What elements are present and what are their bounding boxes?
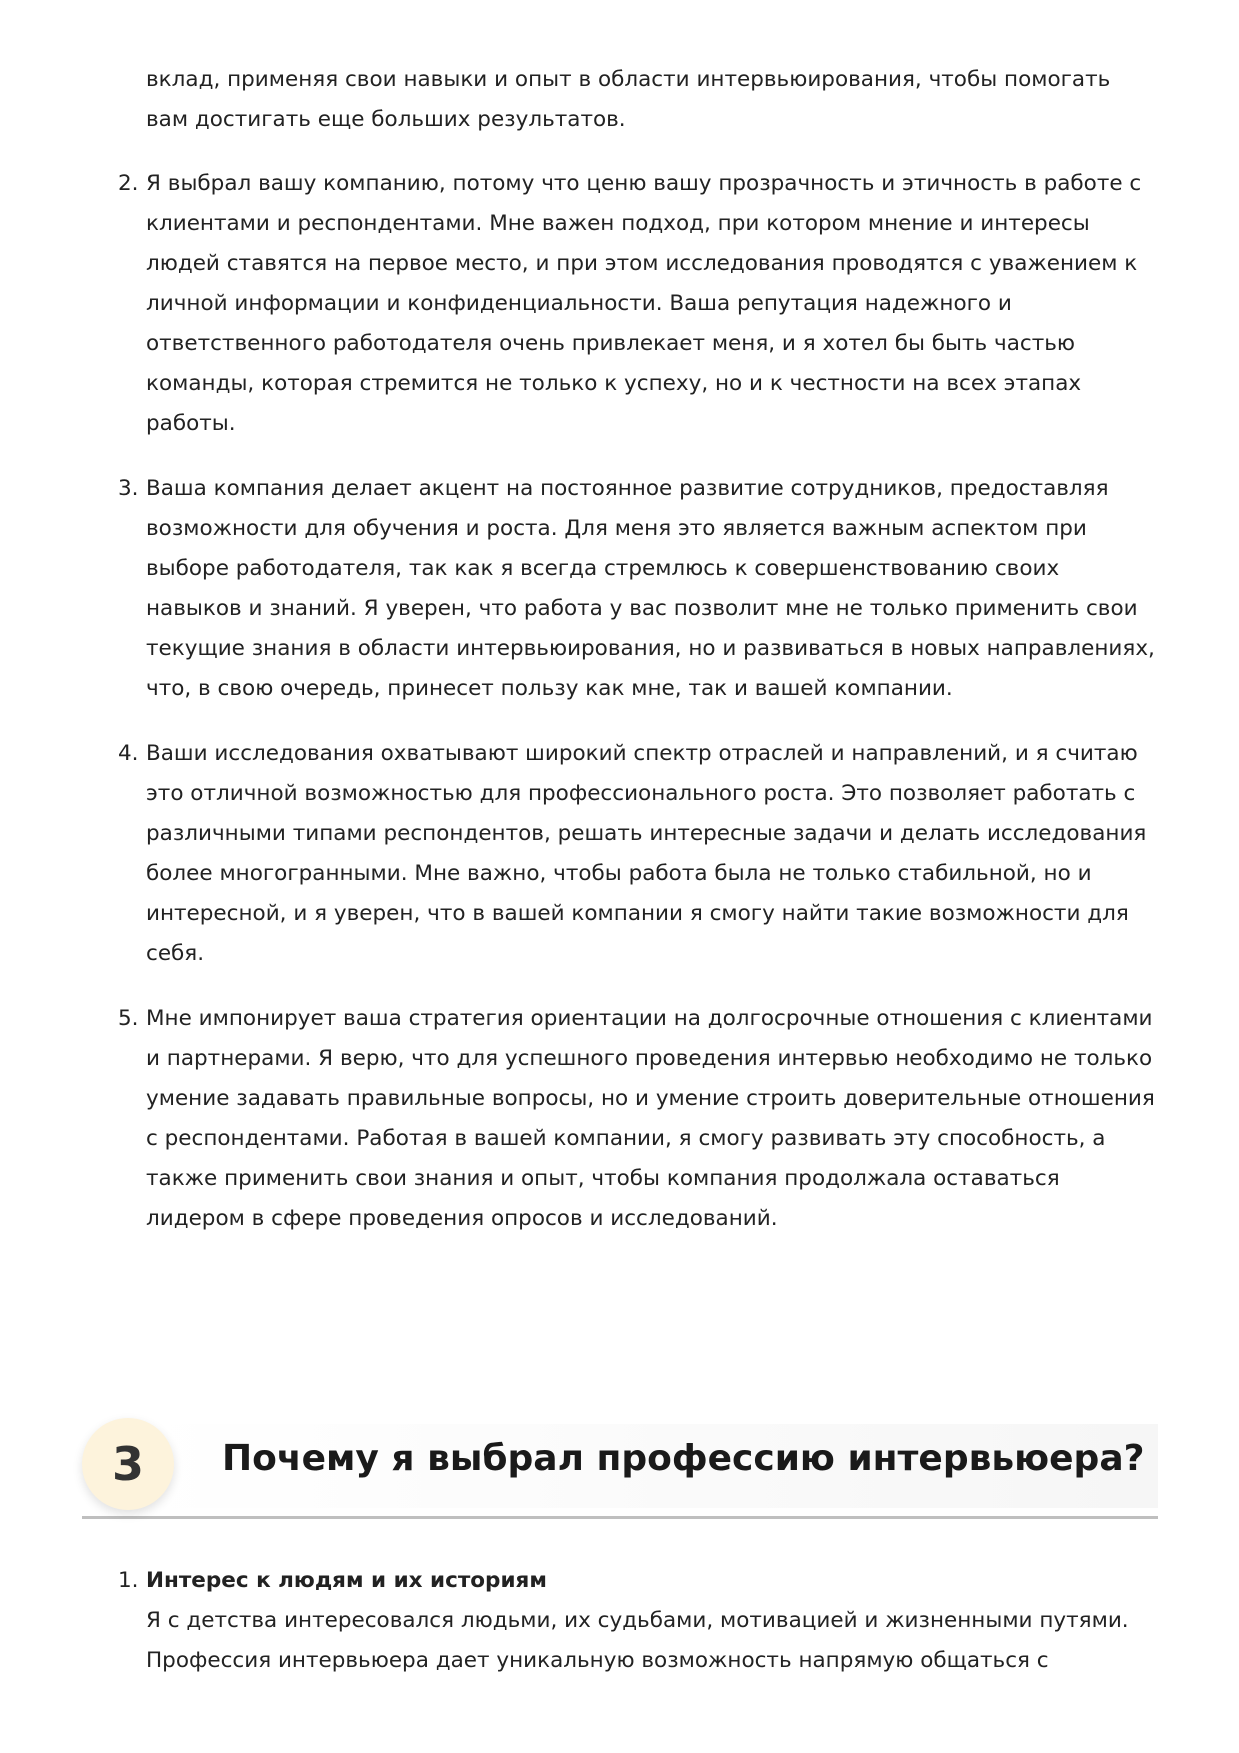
list-item-number: 2. [118, 171, 139, 196]
list-item [118, 999, 1156, 1239]
list-item [118, 734, 1156, 974]
list-item-text: Мне импонирует ваша стратегия ориентации на долгосрочные отношения с клиентами и партнерами. Я верю, что для успешного проведения интервью необходимо не только умение задавать правильные вопросы, но и умение строить доверительные отношения с респондентами. Работая в вашей компании, я смогу развивать эту способность, а также применить свои знания и опыт, чтобы компания продолжала оставаться лидером в сфере проведения опросов и исследований. [146, 1006, 1155, 1231]
reasons-list [118, 164, 1156, 1264]
section-header [82, 1412, 1158, 1524]
list-item [118, 164, 1156, 444]
list-item-number: 5. [118, 1006, 139, 1031]
list-item-number: 1. [118, 1568, 139, 1593]
list-item [118, 1561, 1156, 1681]
list-item [118, 469, 1156, 709]
list-item-text: Я выбрал вашу компанию, потому что ценю вашу прозрачность и этичность в работе с клиентами и респондентами. Мне важен подход, при котором мнение и интересы людей ставятся на первое место, и при этом исследования проводятся с уважением к личной информации и конфиденциальности. Ваша репутация надежного и ответственного работодателя очень привлекает меня, и я хотел бы быть частью команды, которая стремится не только к успеху, но и к честности на всех этапах работы. [146, 171, 1142, 436]
list-item-number: 3. [118, 476, 139, 501]
list-item-text: Ваши исследования охватывают широкий спектр отраслей и направлений, и я считаю это отличной возможностью для профессионального роста. Это позволяет работать с различными типами респондентов, решать интересные задачи и делать исследования более многогранными. Мне важно, чтобы работа была не только стабильной, но и интересной, и я уверен, что в вашей компании я смогу найти такие возможности для себя. [146, 741, 1147, 966]
profession-reasons-list [118, 1561, 1156, 1681]
list-item-text: Я с детства интересовался людьми, их судьбами, мотивацией и жизненными путями. Профессия интервьюера дает уникальную возможность напрямую общаться с [146, 1608, 1129, 1673]
continuation-text: вклад, применяя свои навыки и опыт в области интервьюирования, чтобы помогать вам достигать еще больших результатов. [146, 67, 1111, 132]
list-item-text: Ваша компания делает акцент на постоянное развитие сотрудников, предоставляя возможности для обучения и роста. Для меня это является важным аспектом при выборе работодателя, так как я всегда стремлюсь к совершенствованию своих навыков и знаний. Я уверен, что работа у вас позволит мне не только применить свои текущие знания в области интервьюирования, но и развиваться в новых направлениях, что, в свою очередь, принесет пользу как мне, так и вашей компании. [146, 476, 1155, 701]
section-divider [82, 1516, 1158, 1519]
continuation-paragraph [146, 60, 1146, 140]
section-number-badge: 3 [82, 1418, 174, 1510]
list-item-title: Интерес к людям и их историям [146, 1568, 547, 1593]
section-title: Почему я выбрал профессию интервьюера? [222, 1438, 1145, 1479]
list-item-number: 4. [118, 741, 139, 766]
